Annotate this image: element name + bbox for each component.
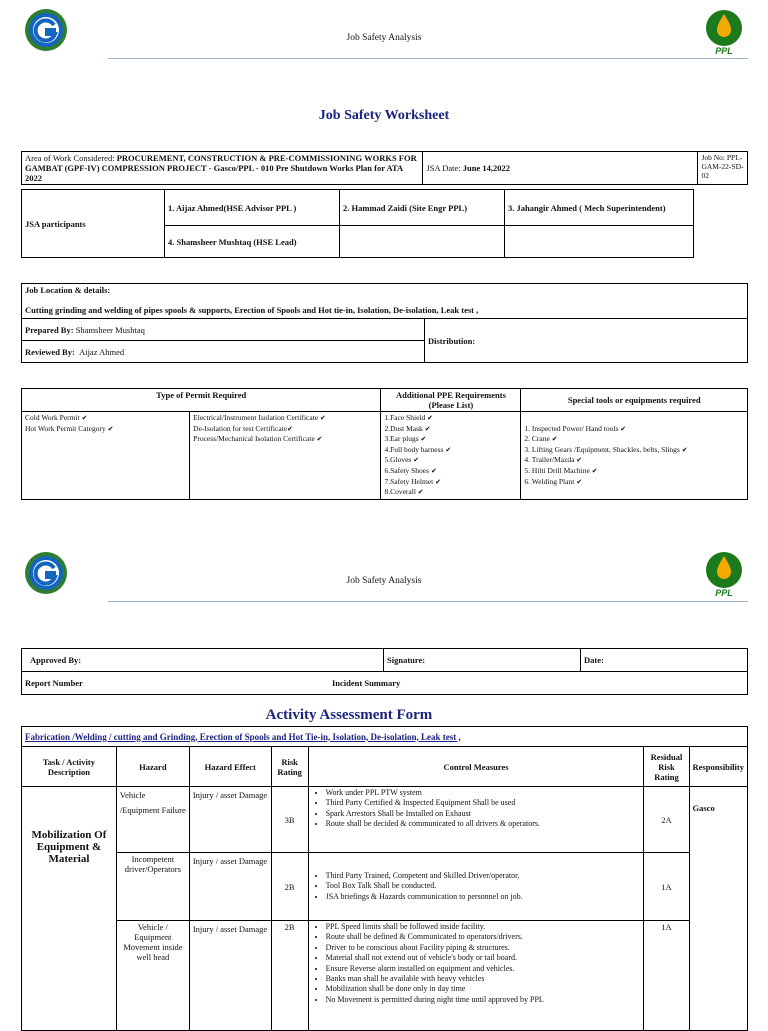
effect-cell: Injury / asset Damage xyxy=(189,921,271,1031)
worksheet-title: Job Safety Worksheet xyxy=(318,108,450,123)
risk-cell: 3B xyxy=(271,787,308,853)
ppl-logo-text: PPL xyxy=(715,46,733,56)
control-item: • Banks man shall be available with heavy vehicles xyxy=(326,974,641,984)
prepared-label: Prepared By: xyxy=(25,324,74,335)
control-item: • Mobilization shall be done only in day time xyxy=(326,984,641,994)
tool-item: 4. Trailer/Mazda ✔ xyxy=(524,455,583,465)
task-name: Mobilization Of Equipment & Material xyxy=(22,787,117,1031)
area-cell xyxy=(22,152,423,185)
job-no-cell xyxy=(698,152,748,185)
hazard-cell: Vehicle / Equipment Movement inside well head xyxy=(116,921,189,1031)
location-details: Cutting grinding and welding of pipes spools & supports, Erection of Spools and Hot tie-in, Isolation, De-isolation, Leak test , xyxy=(25,305,479,315)
ppe-item: 5.Gloves ✔ xyxy=(384,455,420,465)
report-row xyxy=(22,672,748,695)
col-risk: Risk Rating xyxy=(271,747,308,787)
tool-item: 5. Hilti Drill Machine ✔ xyxy=(524,465,598,475)
ppe-header: Additional PPE Requirements (Please List) xyxy=(381,389,521,412)
control-item: • Spark Arrestors Shall be Installed on Exhaust xyxy=(326,809,641,819)
col-residual: Residual Risk Rating xyxy=(644,747,689,787)
report-number-label: Report Number xyxy=(25,678,83,688)
residual-cell: 1A xyxy=(644,921,689,1031)
approval-table xyxy=(21,648,748,695)
jsa-date-label: JSA Date: xyxy=(426,163,461,173)
prepared-cell xyxy=(22,319,425,341)
control-item: • JSA briefings & Hazards communication to personnel on job. xyxy=(326,892,641,902)
area-value: PROCUREMENT, CONSTRUCTION & PRE-COMMISSIONING WORKS FOR GAMBAT (GPF-IV) COMPRESSION PROJECT - Gasco/PPL - 010 Pre Shutdown Works Plan for ATA 2022 xyxy=(25,153,417,183)
control-item: • Third Party Certified & Inspected Equipment Shall be used xyxy=(326,798,641,808)
risk-cell: 2B xyxy=(271,921,308,1031)
controls-cell xyxy=(308,921,644,1031)
participants-label: JSA participants xyxy=(22,190,165,258)
header-rule xyxy=(108,58,748,59)
control-item: • Material shall not extend out of vehicle's body or tail board. xyxy=(326,953,641,963)
reviewed-label: Reviewed By: xyxy=(25,346,75,357)
location-table xyxy=(21,283,748,363)
table-row xyxy=(22,921,748,1031)
col-effect: Hazard Effect xyxy=(189,747,271,787)
control-item: • No Movement is permitted during night time until approved by PPL xyxy=(326,995,641,1005)
job-no-label: Job No: xyxy=(701,153,725,162)
distribution-label: Distribution: xyxy=(425,319,748,363)
effect-cell: Injury / asset Damage xyxy=(189,787,271,853)
control-item: • Tool Box Talk Shall be conducted. xyxy=(326,881,641,891)
participant-4: 4. Shamsheer Mushtaq (HSE Lead) xyxy=(165,226,340,258)
prepared-value: Shamsheer Mushtaq xyxy=(75,324,145,335)
participants-table xyxy=(21,189,694,258)
ppl-logo xyxy=(701,550,747,598)
participant-3: 3. Jahangir Ahmed ( Mech Superintendent) xyxy=(505,190,694,226)
col-responsibility: Responsibility xyxy=(689,747,748,787)
permit-item: Cold Work Permit ✔ xyxy=(25,413,88,422)
hazard-cell: Vehicle /Equipment Failure xyxy=(116,787,189,853)
header-title: Job Safety Analysis xyxy=(346,33,422,43)
area-label: Area of Work Considered: xyxy=(25,153,115,163)
form-title: Activity Assessment Form xyxy=(265,707,433,723)
col-control: Control Measures xyxy=(308,747,644,787)
ppe-item: 3.Ear plugs ✔ xyxy=(384,434,427,444)
tools-header: Special tools or equipments required xyxy=(521,389,748,412)
tool-item: 3. Lifting Gears /Equipment, Shackles, belts, Slings ✔ xyxy=(524,444,688,454)
permit-col-1 xyxy=(22,412,190,500)
tools-list xyxy=(521,412,748,500)
permit-item: De-Isolation for test Certificate✔ xyxy=(193,423,293,433)
participant-2: 2. Hammad Zaidi (Site Engr PPL) xyxy=(340,190,505,226)
control-item: • Work under PPL PTW system xyxy=(326,788,641,798)
tool-item: 1. Inspected Power/ Hand tools ✔ xyxy=(524,423,627,433)
reviewed-cell xyxy=(22,341,425,363)
tool-item: 2. Crane ✔ xyxy=(524,434,558,444)
hazard-cell: Incompetent driver/Operators xyxy=(116,853,189,921)
ppe-item: 1.Face Shield ✔ xyxy=(384,413,434,422)
signature-label: Signature: xyxy=(384,649,581,672)
jsa-date-cell xyxy=(423,152,698,185)
reviewed-value: Aijaz Ahmed xyxy=(79,346,125,357)
permit-item: Electrical/Instrument Isolation Certificate ✔ xyxy=(193,413,326,422)
table-row xyxy=(22,853,748,921)
responsible-cell: Gasco xyxy=(689,787,748,1031)
header-rule xyxy=(108,601,748,602)
permit-item: Process/Mechanical Isolation Certificate ✔ xyxy=(193,434,323,444)
effect-cell: Injury / asset Damage xyxy=(189,853,271,921)
permits-table xyxy=(21,388,748,500)
participant-empty-2 xyxy=(505,226,694,258)
residual-cell: 1A xyxy=(644,853,689,921)
header-title: Job Safety Analysis xyxy=(346,576,422,586)
col-task: Task / Activity Description xyxy=(22,747,117,787)
location-cell xyxy=(22,284,748,319)
date-label: Date: xyxy=(581,649,748,672)
control-item: • Ensure Reverse alarm installed on equipment and vehicles. xyxy=(326,964,641,974)
participant-empty-1 xyxy=(340,226,505,258)
control-item: • Route shall be decided & communicated to all drivers & operators. xyxy=(326,819,641,829)
residual-cell: 2A xyxy=(644,787,689,853)
ppe-item: 8.Coverall ✔ xyxy=(384,487,424,497)
ppe-item: 6.Safety Shoes ✔ xyxy=(384,465,437,475)
gasco-logo xyxy=(20,7,72,53)
permit-item: Hot Work Permit Category ✔ xyxy=(25,423,114,433)
scope-text: Fabrication /Welding / cutting and Grinding, Erection of Spools and Hot Tie-in, Isolation, De-isolation, Leak test , xyxy=(25,731,461,742)
permit-col-2 xyxy=(190,412,381,500)
control-item: • PPL Speed limits shall be followed inside facility. xyxy=(326,922,641,932)
participant-1: 1. Aijaz Ahmed(HSE Advisor PPL ) xyxy=(165,190,340,226)
permit-type-header: Type of Permit Required xyxy=(22,389,381,412)
ppe-list xyxy=(381,412,521,500)
gasco-logo xyxy=(20,550,72,596)
tool-item: 6. Welding Plant ✔ xyxy=(524,476,583,486)
risk-cell: 2B xyxy=(271,853,308,921)
control-item: • Third Party Trained, Competent and Skilled Driver/operator. xyxy=(326,871,641,881)
area-table xyxy=(21,151,748,185)
ppe-item: 2.Dust Mask ✔ xyxy=(384,423,431,433)
controls-cell xyxy=(308,787,644,853)
job-no-value: PPL-GAM-22-SD-02 xyxy=(701,153,744,180)
control-item: • Route shall be defined & Communicated to operators/drivers. xyxy=(326,932,641,942)
ppe-item: 4.Full body harness ✔ xyxy=(384,444,452,454)
ppe-item: 7.Safety Helmet ✔ xyxy=(384,476,441,486)
col-hazard: Hazard xyxy=(116,747,189,787)
ppl-logo-text: PPL xyxy=(715,588,733,598)
jsa-date-value: June 14,2022 xyxy=(462,163,511,173)
activity-table xyxy=(21,726,748,1031)
controls-cell xyxy=(308,853,644,921)
approved-by-label: Approved By: xyxy=(22,649,384,672)
location-label: Job Location & details: xyxy=(25,285,111,295)
table-row xyxy=(22,787,748,853)
scope-cell xyxy=(22,727,748,747)
control-item: • Driver to be conscious about Facility piping & structures. xyxy=(326,943,641,953)
incident-summary-label: Incident Summary xyxy=(332,678,401,688)
ppl-logo xyxy=(701,8,747,56)
